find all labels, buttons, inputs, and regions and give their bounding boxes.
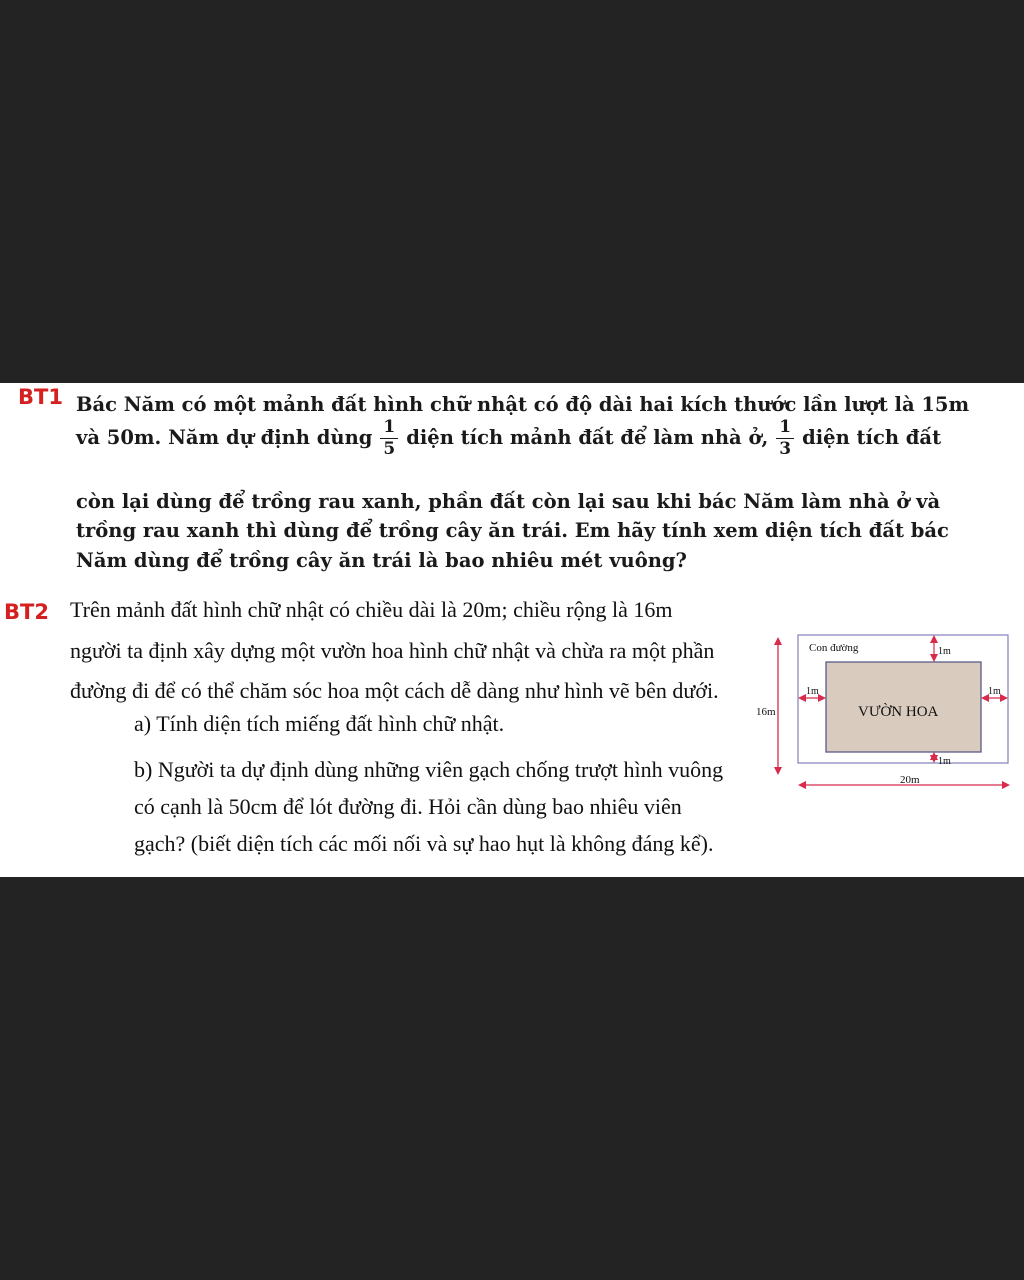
bt2-line-2: người ta định xây dựng một vườn hoa hình chữ nhật và chừa ra một phần <box>70 638 715 663</box>
bt1-line-2 <box>76 419 941 458</box>
top-margin-label: 1m <box>938 646 951 657</box>
bt1-line-2-part-b: diện tích mảnh đất để làm nhà ở, <box>406 426 769 449</box>
fraction-numerator: 1 <box>776 419 794 439</box>
bt1-line-4: trồng rau xanh thì dùng để trồng cây ăn trái. Em hãy tính xem diện tích đất bác <box>76 519 949 542</box>
fraction-denominator: 3 <box>779 439 792 459</box>
bottom-margin-label: 1m <box>938 756 951 767</box>
left-margin-label: 1m <box>806 686 819 697</box>
garden-label: VƯỜN HOA <box>858 704 939 720</box>
height-label: 16m <box>756 706 776 718</box>
bt2-question-b: b) Người ta dự định dùng những viên gạch chống trượt hình vuông <box>134 757 724 782</box>
bt2-line-6: có cạnh là 50cm để lót đường đi. Hỏi cần dùng bao nhiêu viên <box>134 794 682 819</box>
width-label: 20m <box>900 774 920 786</box>
garden-diagram <box>750 623 1015 813</box>
bt2-question-a: a) Tính diện tích miếng đất hình chữ nhật. <box>134 711 505 736</box>
bt1-line-5: Năm dùng để trồng cây ăn trái là bao nhiêu mét vuông? <box>76 549 687 572</box>
bt2-line-3: đường đi để có thể chăm sóc hoa một cách dễ dàng như hình vẽ bên dưới. <box>70 678 719 703</box>
fraction-numerator: 1 <box>380 419 398 439</box>
exercise-sheet <box>0 383 1024 877</box>
fraction-one-fifth <box>380 419 398 458</box>
bt2-line-7: gạch? (biết diện tích các mối nối và sự hao hụt là không đáng kể). <box>134 831 714 856</box>
bt1-tag: BT1 <box>18 385 63 409</box>
bt1-line-3: còn lại dùng để trồng rau xanh, phần đất còn lại sau khi bác Năm làm nhà ở và <box>76 490 941 513</box>
bt1-line-2-part-c: diện tích đất <box>802 426 942 449</box>
bt1-line-1: Bác Năm có một mảnh đất hình chữ nhật có độ dài hai kích thước lần lượt là 15m <box>76 393 970 416</box>
fraction-one-third <box>776 419 794 458</box>
path-label: Con đường <box>809 642 859 654</box>
bt2-tag: BT2 <box>4 600 49 624</box>
bt1-line-2-part-a: và 50m. Năm dự định dùng <box>76 426 373 449</box>
fraction-denominator: 5 <box>383 439 396 459</box>
right-margin-label: 1m <box>988 686 1001 697</box>
bt2-line-1: Trên mảnh đất hình chữ nhật có chiều dài là 20m; chiều rộng là 16m <box>70 597 673 622</box>
